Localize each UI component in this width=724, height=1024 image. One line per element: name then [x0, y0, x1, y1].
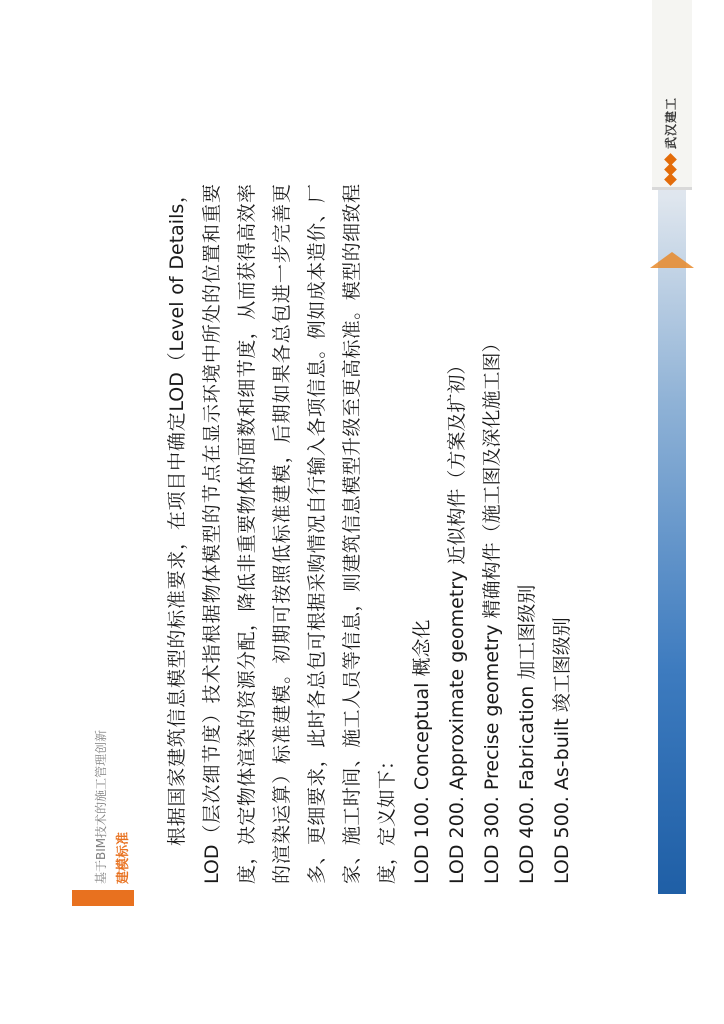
lod-item-300: LOD 300. Precise geometry 精确构件（施工图及深化施工图） — [481, 333, 503, 884]
page-title: 建模标准 — [116, 831, 131, 884]
lod-item-500: LOD 500. As-built 竣工图级别 — [551, 617, 573, 884]
lod-item-400: LOD 400. Fabrication 加工图级别 — [516, 584, 538, 884]
chevron-icon — [650, 252, 694, 268]
diamond-logo-icon — [666, 155, 675, 184]
accent-bar — [72, 890, 134, 906]
logo-text: 武汉建工 — [664, 96, 678, 149]
lod-item-100: LOD 100. Conceptual 概念化 — [411, 619, 433, 884]
body-paragraph: 根据国家建筑信息模型的标准要求，在项目中确定LOD（Level of Details，LOD（层次细节度）技术指根据物体模型的节点在显示环境中所处的位置和重要度，决定物体渲染的资源分配，降低非重要物体的面数和细节度，从而获得高效率的渲染运算）标准建模。初期可按照低标准建模，后期如果各总包进一步完善更多、更细要求，此时各总包可根据采购情况自行输入各项信息。例如成本造价、厂家、施工时间、施工人员等信息，则建筑信息模型升级至更高标准。模型的细致程度，定义如下： — [166, 184, 398, 884]
lod-list — [405, 184, 580, 884]
content-area — [160, 184, 580, 884]
breadcrumb: 基于BIM技术的施工管理创新 — [94, 729, 108, 884]
company-logo — [662, 97, 679, 184]
lod-item-200: LOD 200. Approximate geometry 近似构件（方案及扩初） — [446, 355, 468, 884]
